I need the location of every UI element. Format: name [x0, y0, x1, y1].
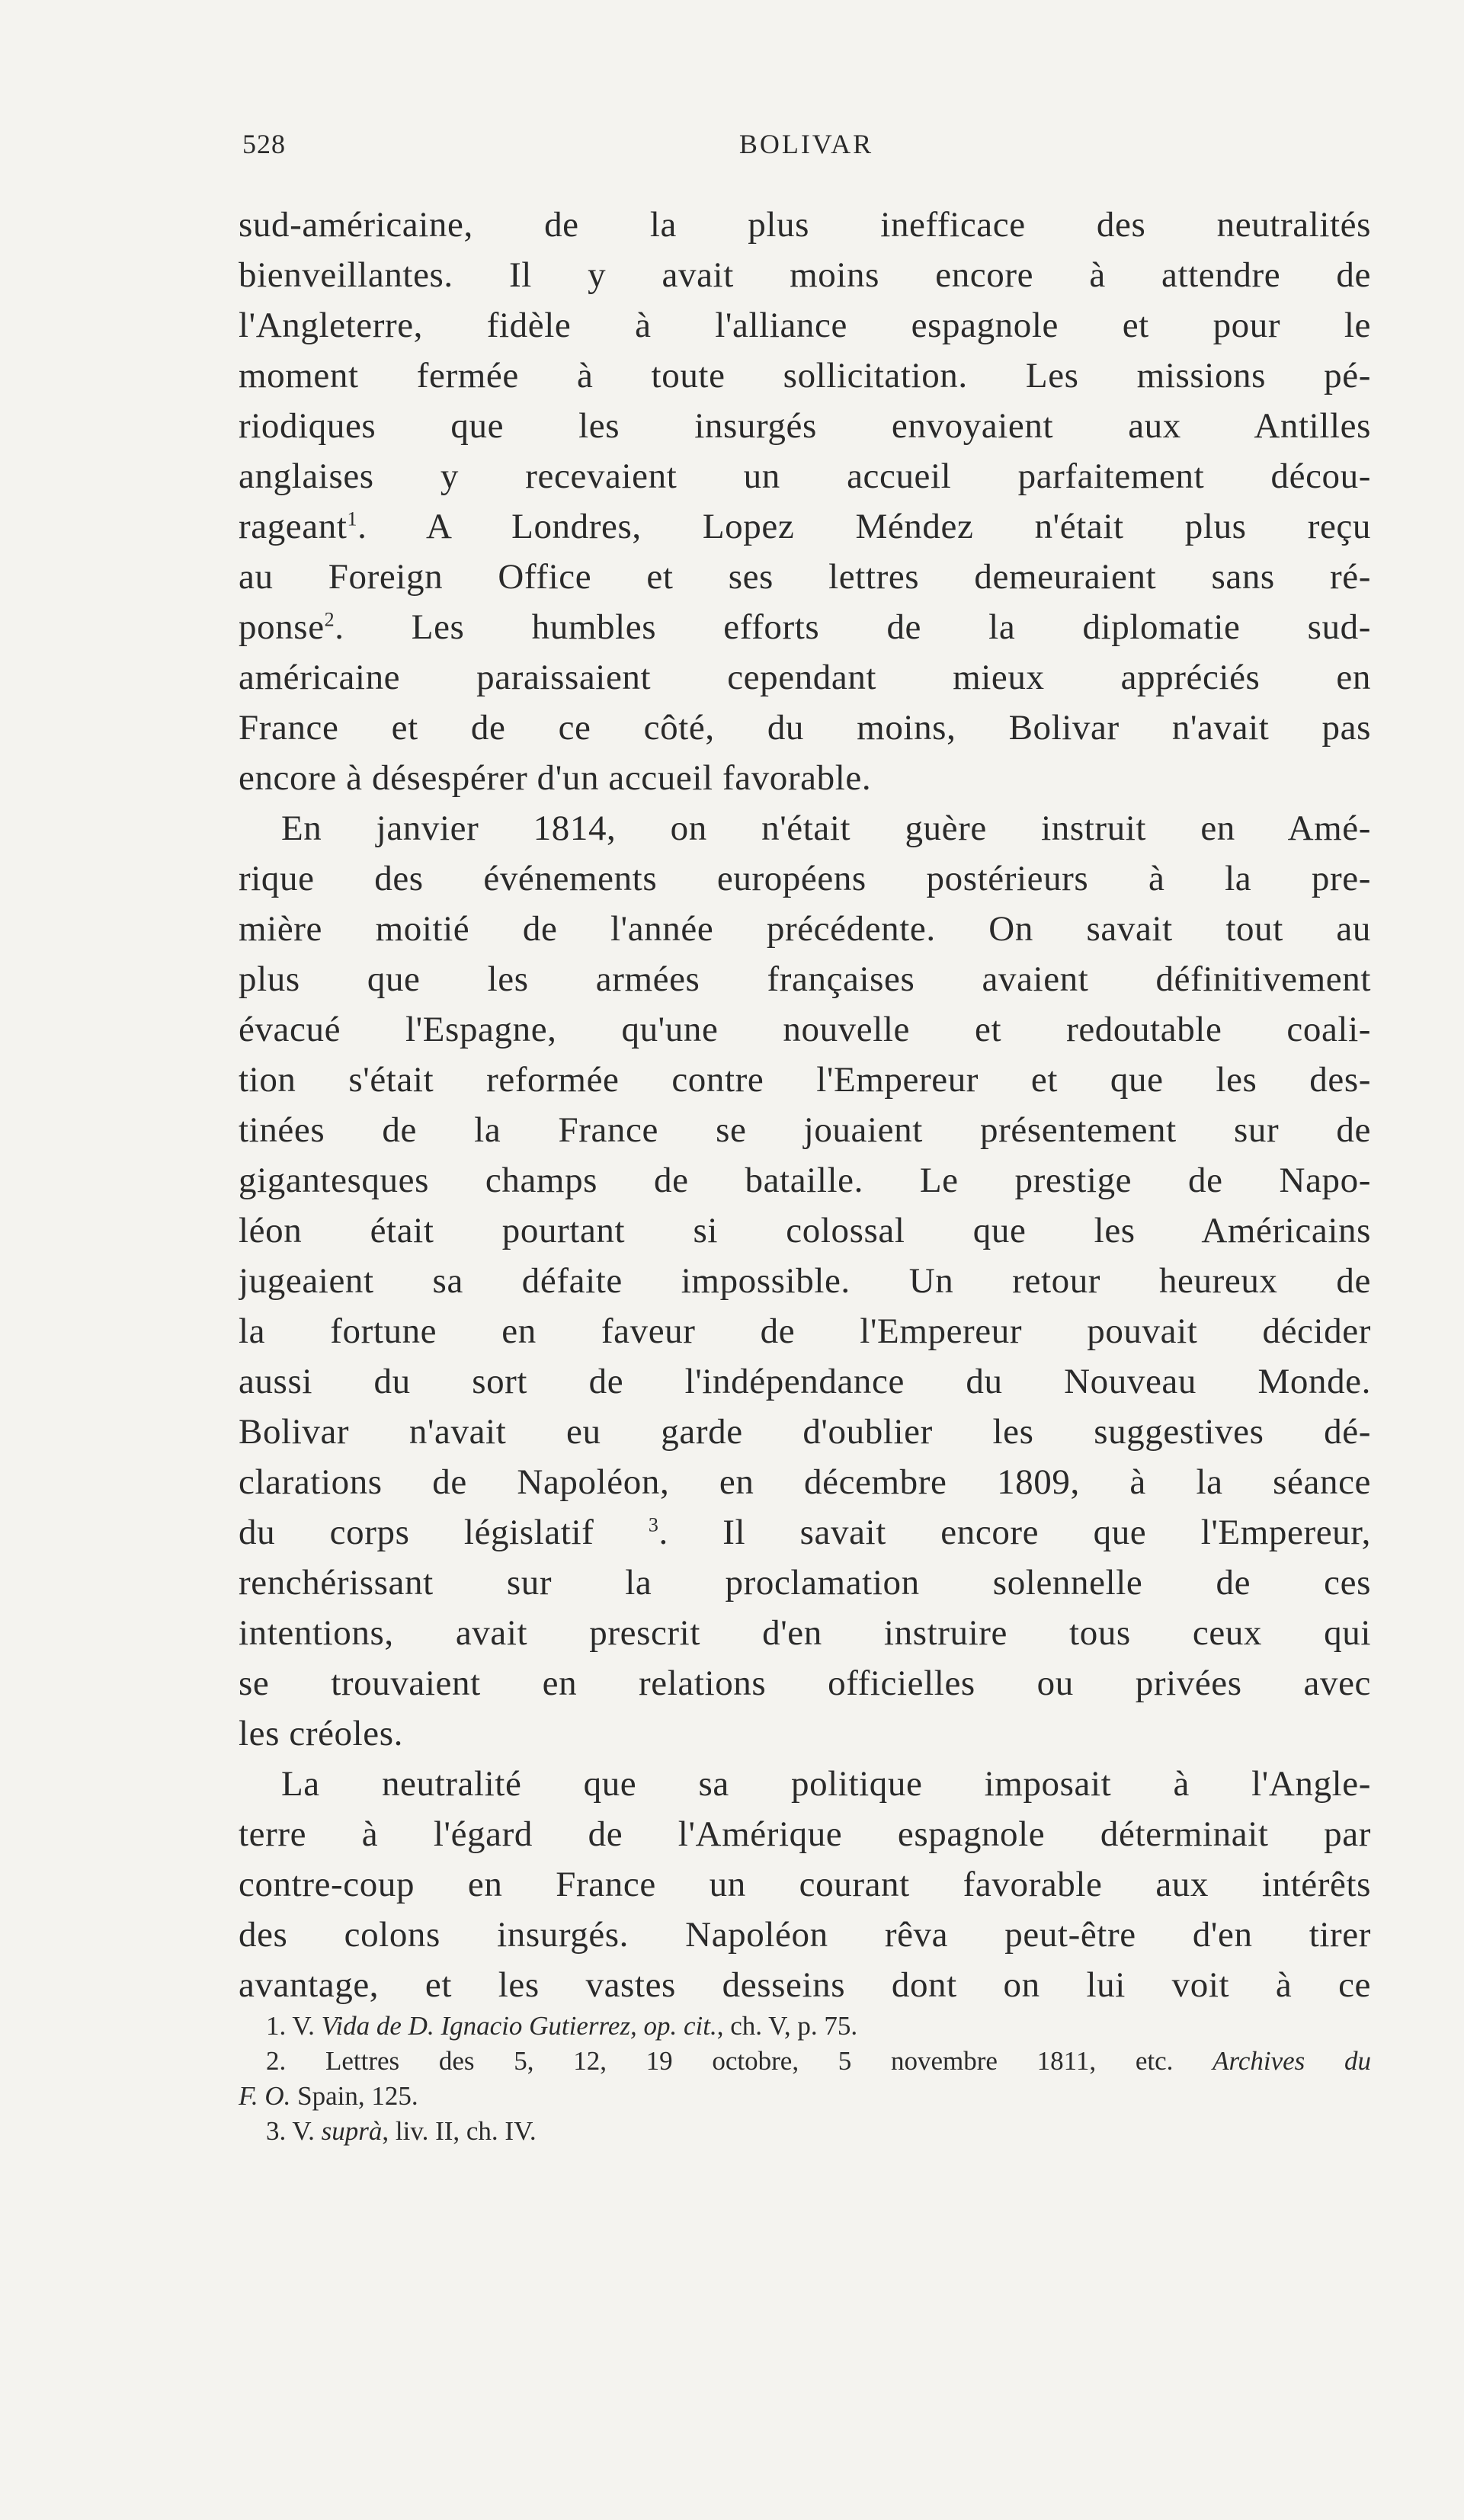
footnote-italic: F. O.: [239, 2081, 291, 2111]
running-head: [242, 128, 1370, 162]
text-line: clarations de Napoléon, en décembre 1809, à la séance: [239, 1462, 1371, 1502]
text-line: renchérissant sur la proclamation solennelle de ces: [239, 1563, 1371, 1603]
text-line: rique des événements européens postérieurs à la pre-: [239, 859, 1371, 898]
text-line: tion s'était reformée contre l'Empereur et que les des-: [239, 1060, 1371, 1100]
body-text: [239, 200, 1371, 2010]
running-title: BOLIVAR: [738, 129, 874, 159]
footnote-italic: Vida de D. Ignacio Gutierrez, op. cit.: [321, 2011, 717, 2041]
footnote-text: 3. V.: [266, 2116, 322, 2146]
text-line: la fortune en faveur de l'Empereur pouvait décider: [239, 1311, 1371, 1351]
text-line: France et de ce côté, du moins, Bolivar n'avait pas: [239, 708, 1371, 748]
text-line: tinées de la France se jouaient présentement sur de: [239, 1110, 1371, 1150]
text-line: des colons insurgés. Napoléon rêva peut-être d'en tirer: [239, 1915, 1371, 1955]
text-line: les créoles.: [239, 1714, 403, 1753]
paragraph-start-line: En janvier 1814, on n'était guère instruit en Amé-: [281, 809, 1371, 848]
paragraph-start-line: La neutralité que sa politique imposait à l'Angle-: [281, 1764, 1371, 1804]
text-fragment: du corps législatif: [239, 1513, 594, 1552]
text-line: gigantesques champs de bataille. Le prestige de Napo-: [239, 1161, 1371, 1200]
footnote-3: [239, 2114, 1371, 2149]
text-line: léon était pourtant si colossal que les Américains: [239, 1211, 1371, 1250]
text-line: évacué l'Espagne, qu'une nouvelle et redoutable coali-: [239, 1010, 1371, 1049]
text-fragment: . A Londres, Lopez Méndez n'était plus reçu: [357, 507, 1371, 546]
text-line: se trouvaient en relations officielles ou privées avec: [239, 1663, 1371, 1703]
footnote-italic: Archives du: [1213, 2046, 1371, 2076]
footnote-ref-1: 1: [347, 508, 358, 530]
footnote-ref-2: 2: [324, 608, 335, 631]
text-line: au Foreign Office et ses lettres demeuraient sans ré-: [239, 557, 1371, 597]
footnote-2-continued: [239, 2079, 1371, 2114]
footnote-2: [239, 2044, 1371, 2079]
text-line: Bolivar n'avait eu garde d'oublier les suggestives dé-: [239, 1412, 1371, 1452]
text-line: intentions, avait prescrit d'en instruire tous ceux qui: [239, 1613, 1371, 1653]
text-line: riodiques que les insurgés envoyaient aux Antilles: [239, 406, 1371, 446]
footnotes: [239, 2009, 1371, 2149]
text-fragment: rageant: [239, 507, 348, 546]
footnote-1: [239, 2009, 1371, 2044]
text-line: aussi du sort de l'indépendance du Nouveau Monde.: [239, 1362, 1371, 1401]
text-line: anglaises y recevaient un accueil parfaitement décou-: [239, 456, 1371, 496]
text-line: plus que les armées françaises avaient définitivement: [239, 959, 1371, 999]
text-line: américaine paraissaient cependant mieux appréciés en: [239, 658, 1371, 697]
footnote-text: Spain, 125.: [290, 2081, 418, 2111]
text-line: sud-américaine, de la plus inefficace des neutralités: [239, 205, 1371, 245]
page-number: 528: [242, 129, 286, 159]
text-fragment: ponse: [239, 607, 325, 647]
footnote-text: 2. Lettres des 5, 12, 19 octobre, 5 novembre 1811, etc.: [266, 2046, 1213, 2076]
footnote-text: , ch. V, p. 75.: [716, 2011, 858, 2041]
text-fragment: . Les humbles efforts de la diplomatie sud-: [335, 607, 1371, 647]
text-line: [239, 501, 1371, 552]
text-fragment: . Il savait encore que l'Empereur,: [658, 1513, 1371, 1552]
footnote-text: 1. V.: [266, 2011, 322, 2041]
text-line: l'Angleterre, fidèle à l'alliance espagnole et pour le: [239, 306, 1371, 345]
text-line: bienveillantes. Il y avait moins encore à attendre de: [239, 255, 1371, 295]
text-line: [239, 602, 1371, 652]
text-line: avantage, et les vastes desseins dont on lui voit à ce: [239, 1965, 1371, 2005]
text-line: contre-coup en France un courant favorable aux intérêts: [239, 1865, 1371, 1904]
footnote-ref-3: 3: [648, 1513, 659, 1536]
text-line: encore à désespérer d'un accueil favorable.: [239, 758, 872, 798]
text-line: jugeaient sa défaite impossible. Un retour heureux de: [239, 1261, 1371, 1301]
text-line: [239, 1507, 1371, 1558]
text-line: terre à l'égard de l'Amérique espagnole déterminait par: [239, 1814, 1371, 1854]
footnote-text: , liv. II, ch. IV.: [382, 2116, 537, 2146]
footnote-italic: suprà: [321, 2116, 383, 2146]
text-line: moment fermée à toute sollicitation. Les missions pé-: [239, 356, 1371, 395]
text-line: mière moitié de l'année précédente. On savait tout au: [239, 909, 1371, 949]
